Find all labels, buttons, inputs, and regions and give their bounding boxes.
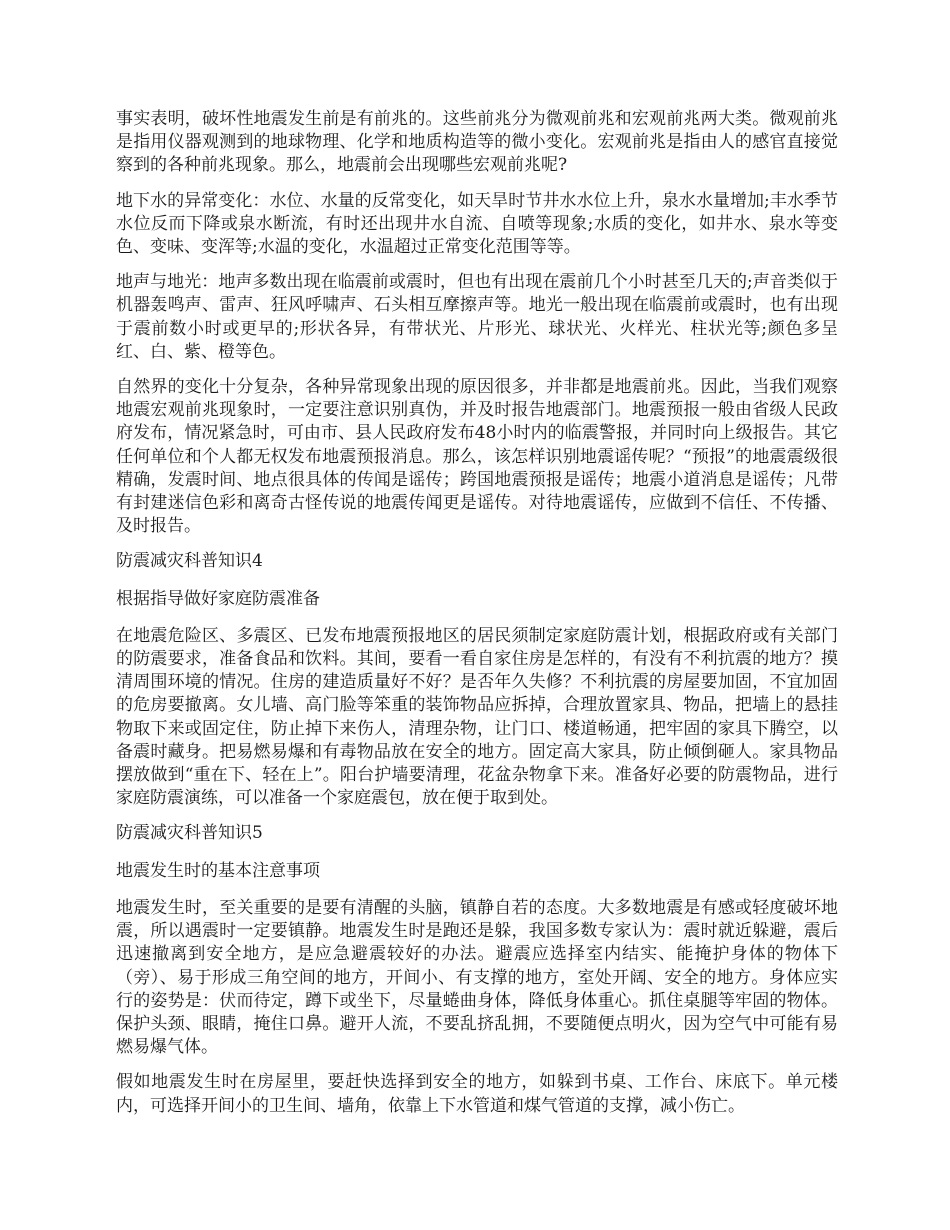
section-title-5: 防震减灾科普知识5: [116, 823, 263, 844]
section-title-4: 防震减灾科普知识4: [116, 551, 263, 572]
paragraph-indoors: 假如地震发生时在房屋里，要赶快选择到安全的地方，如躲到书桌、工作台、床底下。单元楼内，可选择开间小的卫生间、墙角，依靠上下水管道和煤气管道的支撑，减小伤亡。: [116, 1072, 838, 1116]
document-body: [116, 108, 838, 1130]
paragraph-rumors: 自然界的变化十分复杂，各种异常现象出现的原因很多，并非都是地震前兆。因此，当我们观察地震宏观前兆现象时，一定要注意识别真伪，并及时报告地震部门。地震预报一般由省级人民政府发布，情况紧急时，可由市、县人民政府发布48小时内的临震警报，并同时向上级报告。其它任何单位和个人都无权发布地震预报消息。那么，该怎样识别地震谣传呢？“预报”的地震震级很精确，发震时间、地点很具体的传闻是谣传；跨国地震预报是谣传；地震小道消息是谣传；凡带有封建迷信色彩和离奇古怪传说的地震传闻更是谣传。对待地震谣传，应做到不信任、不传播、及时报告。: [116, 377, 838, 537]
paragraph-sound-light: 地声与地光：地声多数出现在临震前或震时，但也有出现在震前几个小时甚至几天的;声音类似于机器轰鸣声、雷声、狂风呼啸声、石头相互摩擦声等。地光一般出现在临震前或震时，也有出现于震前数小时或更早的;形状各异，有带状光、片形光、球状光、火样光、柱状光等;颜色多呈红、白、紫、橙等色。: [116, 272, 838, 362]
paragraph-home-prep: 在地震危险区、多震区、已发布地震预报地区的居民须制定家庭防震计划，根据政府或有关部门的防震要求，准备食品和饮料。其间，要看一看自家住房是怎样的，有没有不利抗震的地方？摸清周围环境的情况。住房的建造质量好不好？是否年久失修？不利抗震的房屋要加固，不宜加固的危房要撤离。女儿墙、高门脸等笨重的装饰物品应拆掉，合理放置家具、物品，把墙上的悬挂物取下来或固定住，防止掉下来伤人，清理杂物，让门口、楼道畅通，把牢固的家具下腾空，以备震时藏身。把易燃易爆和有毒物品放在安全的地方。固定高大家具，防止倾倒砸人。家具物品摆放做到“重在下、轻在上”。阳台护墙要清理，花盆杂物拿下来。准备好必要的防震物品，进行家庭防震演练，可以准备一个家庭震包，放在便于取到处。: [116, 625, 838, 809]
section-subtitle-basic-notes: 地震发生时的基本注意事项: [116, 860, 320, 881]
paragraph-intro: 事实表明，破坏性地震发生前是有前兆的。这些前兆分为微观前兆和宏观前兆两大类。微观前兆是指用仪器观测到的地球物理、化学和地质构造等的微小变化。宏观前兆是指由人的感官直接觉察到的各种前兆现象。那么，地震前会出现哪些宏观前兆呢?: [116, 109, 838, 176]
paragraph-groundwater: 地下水的异常变化：水位、水量的反常变化，如天旱时节井水水位上升，泉水水量增加;丰水季节水位反而下降或泉水断流，有时还出现井水自流、自喷等现象;水质的变化，如井水、泉水等变色、变味、变浑等;水温的变化，水温超过正常变化范围等等。: [116, 190, 838, 258]
paragraph-basic-notes: 地震发生时，至关重要的是要有清醒的头脑，镇静自若的态度。大多数地震是有感或轻度破坏地震，所以遇震时一定要镇静。地震发生时是跑还是躲，我国多数专家认为：震时就近躲避，震后迅速撤离到安全地方，是应急避震较好的办法。避震应选择室内结实、能掩护身体的物体下（旁）、易于形成三角空间的地方，开间小、有支撑的地方，室处开阔、安全的地方。身体应实行的姿势是：伏而待定，蹲下或坐下，尽量蜷曲身体，降低身体重心。抓住桌腿等牢固的物体。保护头颈、眼睛，掩住口鼻。避开人流，不要乱挤乱拥，不要随便点明火，因为空气中可能有易燃易爆气体。: [116, 897, 838, 1058]
section-subtitle-home-prep: 根据指导做好家庭防震准备: [116, 588, 320, 609]
